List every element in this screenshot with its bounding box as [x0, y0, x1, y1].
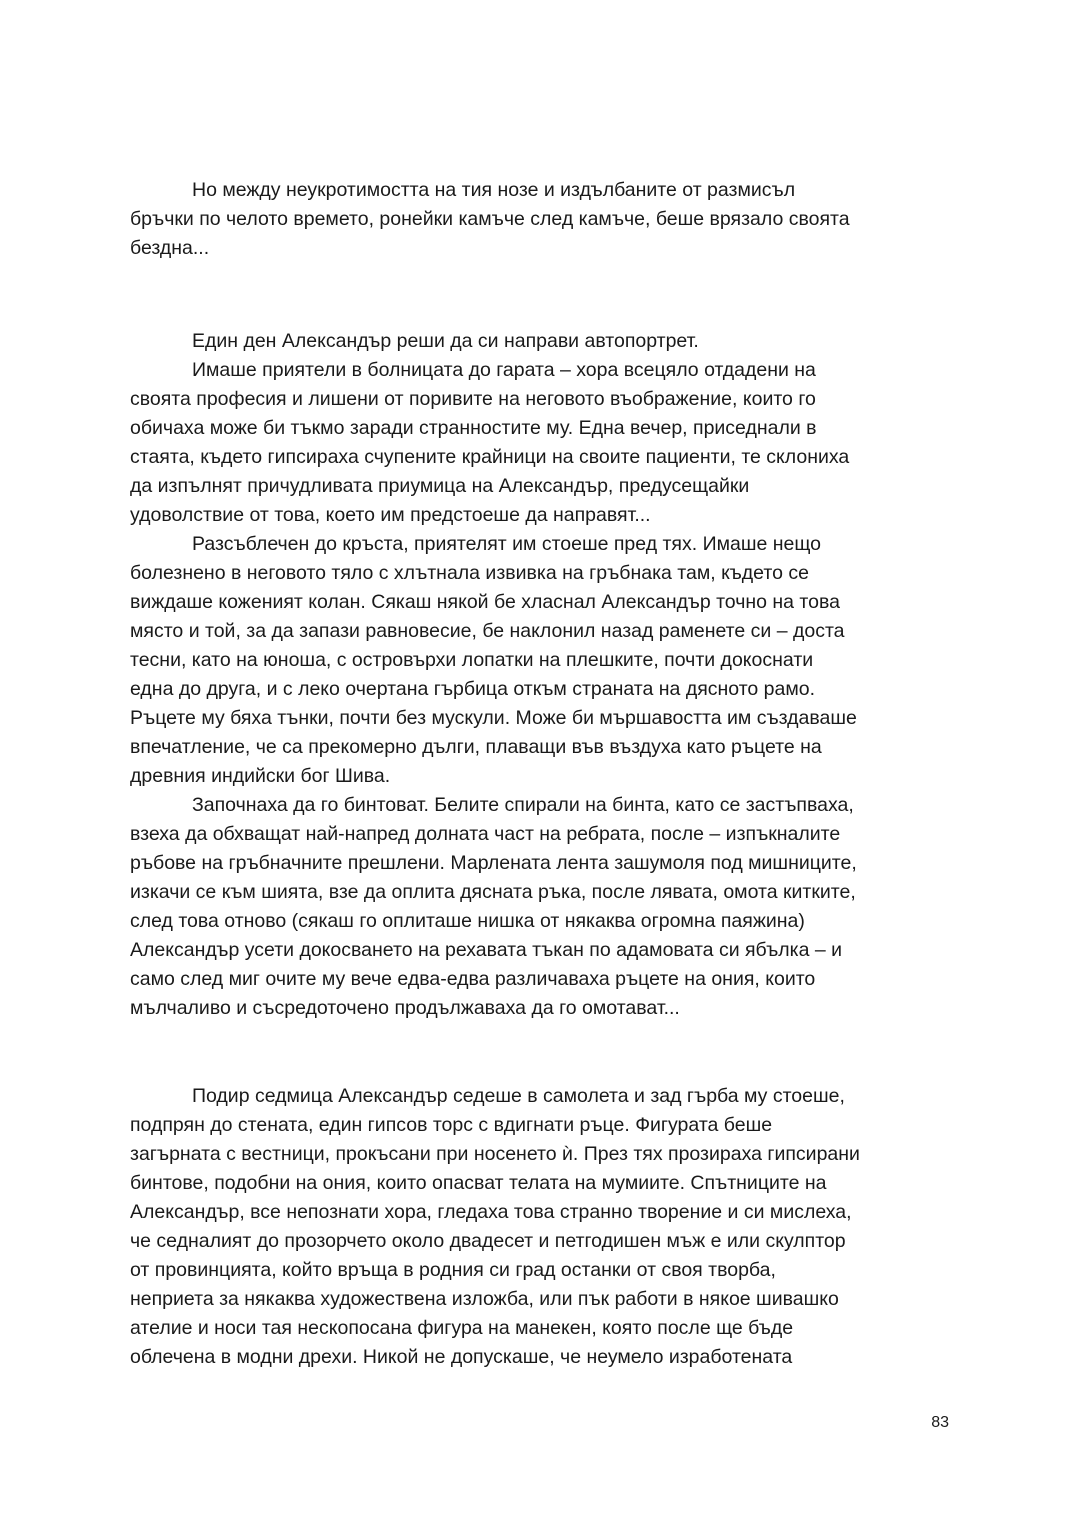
text-line: древния индийски бог Шива. [130, 765, 391, 787]
text-line: виждаше коженият колан. Сякаш някой бе хласнал Александър точно на това [130, 591, 840, 613]
text-line: своята професия и лишени от поривите на неговото въображение, които го [130, 388, 816, 410]
text-line: Един ден Александър реши да си направи автопортрет. [192, 330, 699, 352]
text-line: изкачи се към шията, взе да оплита дясната ръка, после лявата, омота китките, [130, 881, 856, 903]
text-line: удоволствие от това, което им предстоеше да направят... [130, 504, 651, 526]
text-line: тесни, като на юноша, с островърхи лопатки на плешките, почти докоснати [130, 649, 814, 671]
text-line: само след миг очите му вече едва-едва различаваха ръцете на ония, които [130, 968, 816, 990]
text-line: ателие и носи тая нескопосана фигура на манекен, която после ще бъде [130, 1317, 794, 1339]
text-line: впечатление, че са прекомерно дълги, плаващи във въздуха като ръцете на [130, 736, 822, 758]
text-line: мълчаливо и съсредоточено продължаваха да го омотават... [130, 997, 680, 1019]
paragraph-section-1 [130, 176, 960, 263]
text-line: облечена в модни дрехи. Никой не допускаше, че неумело изработената [130, 1346, 793, 1368]
text-line: Александър усети докосването на рехавата тъкан по адамовата си ябълка – и [130, 939, 843, 961]
text-line: Но между неукротимостта на тия нозе и издълбаните от размисъл [192, 179, 796, 201]
text-line: бездна... [130, 237, 210, 259]
text-line: да изпълнят причудливата приумица на Александър, предусещайки [130, 475, 750, 497]
text-line: след това отново (сякаш го оплиташе нишка от някаква огромна паяжина) [130, 910, 805, 932]
text-line: взеха да обхващат най-напред долната част на ребрата, после – изпъкналите [130, 823, 841, 845]
page-number: 83 [931, 1414, 949, 1431]
text-line: загърната с вестници, прокъсани при носенето ѝ. През тях прозираха гипсирани [130, 1143, 860, 1165]
paragraph-section-2 [130, 327, 960, 1023]
text-line: обичаха може би тъкмо заради странностите му. Една вечер, приседнали в [130, 417, 817, 439]
text-line: една до друга, и с леко очертана гърбица откъм страната на дясното рамо. [130, 678, 816, 700]
text-line: Имаше приятели в болницата до гарата – хора всецяло отдадени на [192, 359, 816, 381]
text-line: че седналият до прозорчето около двадесет и петгодишен мъж е или скулптор [130, 1230, 846, 1252]
text-line: ръбове на гръбначните прешлени. Марлената лента зашумоля под мишниците, [130, 852, 857, 874]
text-line: Александър, все непознати хора, гледаха това странно творение и си мислеха, [130, 1201, 852, 1223]
text-line: място и той, за да запази равновесие, бе наклонил назад раменете си – доста [130, 620, 845, 642]
text-line: бинтове, подобни на ония, които опасват телата на мумиите. Спътниците на [130, 1172, 827, 1194]
text-line: неприета за някаква художествена изложба, или пък работи в някое шивашко [130, 1288, 839, 1310]
text-line: стаята, където гипсираха счупените крайници на своите пациенти, те склониха [130, 446, 850, 468]
text-line: Започнаха да го бинтоват. Белите спирали на бинта, като се застъпваха, [192, 794, 854, 816]
text-line: Ръцете му бяха тънки, почти без мускули. Може би мършавостта им създаваше [130, 707, 857, 729]
text-line: подпрян до стената, един гипсов торс с вдигнати ръце. Фигурата беше [130, 1114, 773, 1136]
paragraph-section-3 [130, 1082, 960, 1372]
text-line: Подир седмица Александър седеше в самолета и зад гърба му стоеше, [192, 1085, 845, 1107]
text-line: Разсъблечен до кръста, приятелят им стоеше пред тях. Имаше нещо [192, 533, 822, 555]
text-line: бръчки по челото времето, ронейки камъче след камъче, беше врязало своята [130, 208, 850, 230]
text-line: от провинцията, който връща в родния си град останки от своя творба, [130, 1259, 776, 1281]
text-line: болезнено в неговото тяло с хлътнала извивка на гръбнака там, където се [130, 562, 809, 584]
